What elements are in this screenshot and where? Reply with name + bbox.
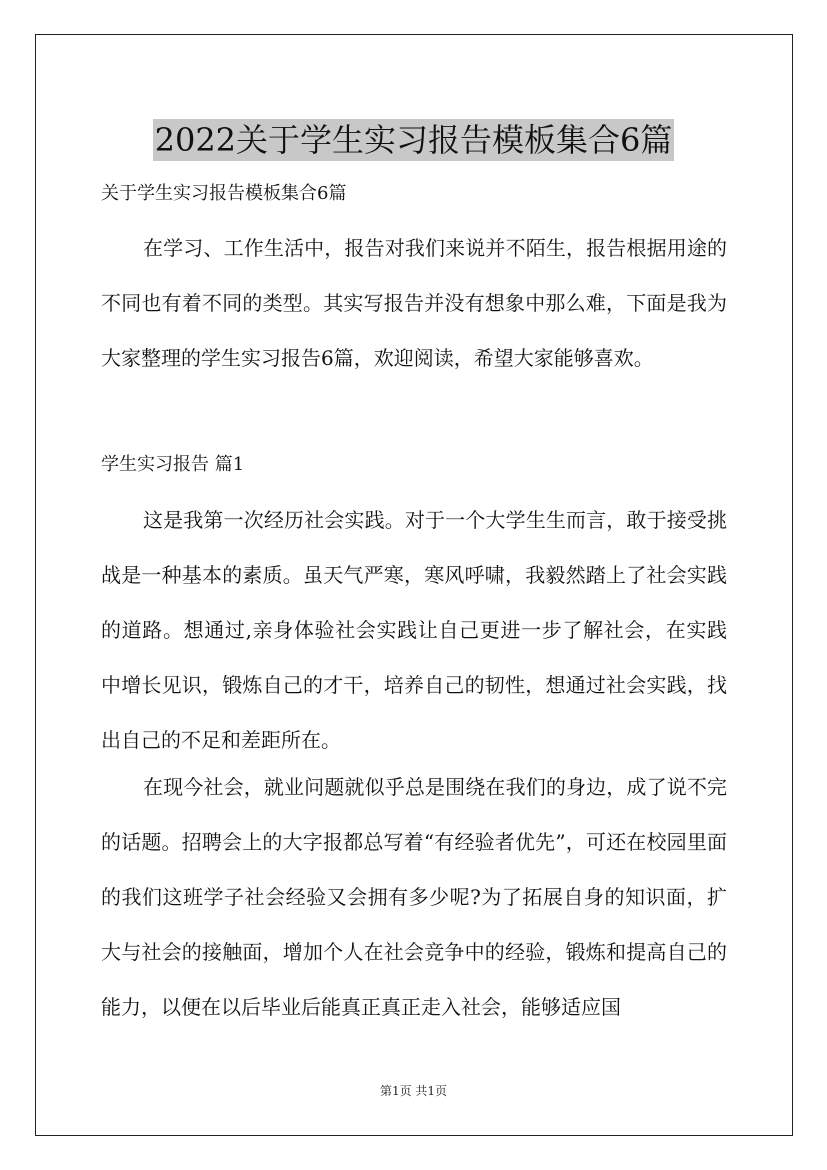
intro-paragraph: 在学习、工作生活中，报告对我们来说并不陌生，报告根据用途的不同也有着不同的类型。其实写报告并没有想象中那么难，下面是我为大家整理的学生实习报告6篇，欢迎阅读，希望大家能够喜欢。 xyxy=(101,236,727,370)
page-footer: 第1页 共1页 xyxy=(379,1084,448,1098)
title-container xyxy=(0,98,827,183)
section-heading: 学生实习报告 篇1 xyxy=(101,454,245,475)
section-paragraph-1: 这是我第一次经历社会实践。对于一个大学生生而言，敢于接受挑战是一种基本的素质。虽天气严寒，寒风呼啸，我毅然踏上了社会实践的道路。想通过,亲身体验社会实践让自己更进一步了解社会，在实践中增长见识，锻炼自己的才干，培养自己的韧性，想通过社会实践，找出自己的不足和差距所在。 xyxy=(101,508,727,752)
document-title: 2022关于学生实习报告模板集合6篇 xyxy=(154,121,673,160)
document-subtitle: 关于学生实习报告模板集合6篇 xyxy=(101,183,347,204)
section-paragraph-2: 在现今社会，就业问题就似乎总是围绕在我们的身边，成了说不完的话题。招聘会上的大字报都总写着“有经验者优先”，可还在校园里面的我们这班学子社会经验又会拥有多少呢?为了拓展自身的知识面，扩大与社会的接触面，增加个人在社会竞争中的经验，锻炼和提高自己的能力，以便在以后毕业后能真正真正走入社会，能够适应国 xyxy=(101,775,727,1019)
